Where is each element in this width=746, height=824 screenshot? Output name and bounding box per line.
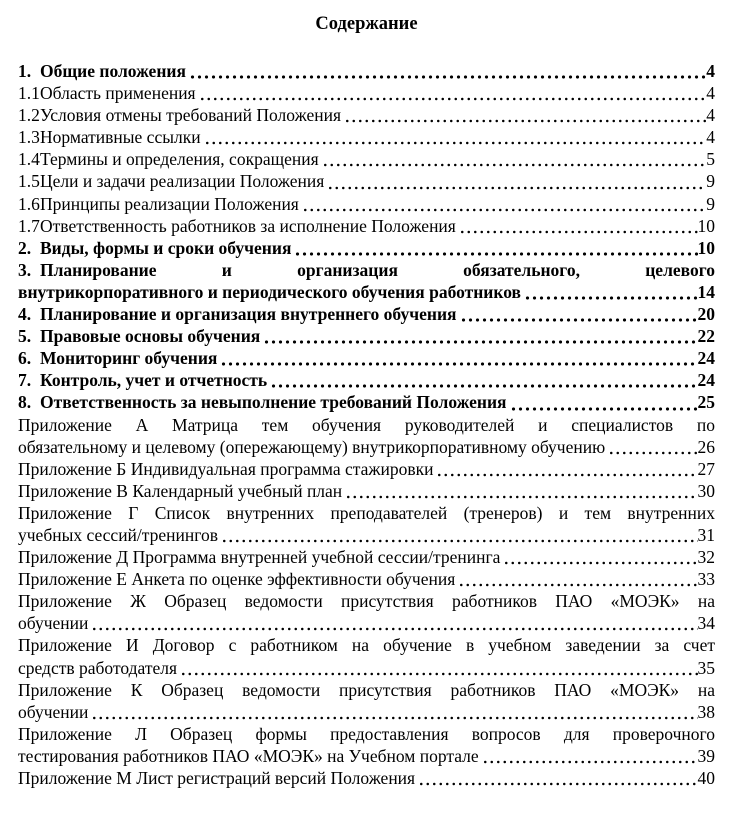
entry-text: Приложение Д Программа внутренней учебной сессии/тренинга bbox=[18, 547, 501, 568]
toc-line bbox=[18, 657, 715, 679]
toc-entry[interactable] bbox=[18, 679, 715, 723]
page-number: 22 bbox=[697, 326, 715, 347]
toc-line bbox=[18, 82, 715, 104]
entry-text: учебных сессий/тренингов bbox=[18, 524, 219, 545]
page-number: 10 bbox=[697, 237, 715, 258]
dot-leader bbox=[189, 60, 706, 82]
dot-leader bbox=[510, 391, 698, 413]
entry-text: Виды, формы и сроки обучения bbox=[40, 237, 292, 258]
entry-text: Ответственность за невыполнение требований Положения bbox=[40, 392, 507, 413]
dot-leader bbox=[436, 458, 697, 480]
toc-entry[interactable] bbox=[18, 259, 715, 303]
page-number: 9 bbox=[706, 193, 715, 214]
entry-text: внутрикорпоративного и периодического обучения работников bbox=[18, 281, 521, 302]
toc-line bbox=[18, 502, 715, 524]
toc-line bbox=[18, 524, 715, 546]
page-number: 4 bbox=[706, 105, 715, 126]
entry-text: Мониторинг обучения bbox=[40, 348, 218, 369]
toc-line bbox=[18, 458, 715, 480]
entry-text: обучении bbox=[18, 701, 89, 722]
toc-line bbox=[18, 104, 715, 126]
toc-line bbox=[18, 193, 715, 215]
page-number: 33 bbox=[697, 569, 715, 590]
toc-line bbox=[18, 745, 715, 767]
page-number: 40 bbox=[697, 768, 715, 788]
page-number: 4 bbox=[706, 83, 715, 104]
dot-leader bbox=[418, 767, 697, 789]
toc-line bbox=[18, 347, 715, 369]
toc-entry[interactable] bbox=[18, 193, 715, 215]
dot-leader bbox=[608, 436, 697, 458]
dot-leader bbox=[199, 82, 707, 104]
entry-number: 1.5 bbox=[18, 171, 40, 192]
dot-leader bbox=[345, 480, 697, 502]
toc-line bbox=[18, 480, 715, 502]
entry-text: Принципы реализации Положения bbox=[40, 193, 299, 214]
page-number: 25 bbox=[697, 392, 715, 413]
page-number: 27 bbox=[697, 458, 715, 479]
page-number: 14 bbox=[697, 281, 715, 302]
entry-number: 1.6 bbox=[18, 193, 40, 214]
page-number: 39 bbox=[697, 745, 715, 766]
toc-entry[interactable] bbox=[18, 723, 715, 767]
dot-leader bbox=[263, 325, 697, 347]
toc-entry[interactable] bbox=[18, 303, 715, 325]
toc-line bbox=[18, 436, 715, 458]
entry-text: Область применения bbox=[40, 83, 196, 104]
page-number: 20 bbox=[697, 304, 715, 325]
entry-text: Приложение Г Список внутренних преподавателей (тренеров) и тем внутренних bbox=[18, 502, 715, 523]
dot-leader bbox=[91, 701, 697, 723]
entry-number: 1. bbox=[18, 61, 32, 81]
toc-entry[interactable] bbox=[18, 767, 715, 789]
entry-text: Приложение В Календарный учебный план bbox=[18, 480, 343, 501]
entry-number: 6. bbox=[18, 348, 32, 369]
entry-text: Планирование и организация обязательного, целевого bbox=[40, 259, 715, 280]
entry-text: Приложение Ж Образец ведомости присутствия работников ПАО «МОЭК» на bbox=[18, 591, 715, 612]
dot-leader bbox=[322, 148, 707, 170]
dot-leader bbox=[180, 657, 697, 679]
page-number: 31 bbox=[697, 524, 715, 545]
toc-entry[interactable] bbox=[18, 369, 715, 391]
toc-line bbox=[18, 148, 715, 170]
dot-leader bbox=[458, 568, 697, 590]
entry-text: Приложение А Матрица тем обучения руководителей и специалистов по bbox=[18, 414, 715, 435]
dot-leader bbox=[91, 612, 697, 634]
entry-text: Приложение Е Анкета по оценке эффективности обучения bbox=[18, 569, 456, 590]
toc-entry[interactable] bbox=[18, 502, 715, 546]
toc-entry[interactable] bbox=[18, 590, 715, 634]
page-number: 24 bbox=[697, 370, 715, 391]
entry-number: 1.1 bbox=[18, 83, 40, 104]
page-number: 5 bbox=[706, 149, 715, 170]
toc-entry[interactable] bbox=[18, 325, 715, 347]
dot-leader bbox=[459, 215, 698, 237]
entry-number: 1.4 bbox=[18, 149, 40, 170]
dot-leader bbox=[270, 369, 697, 391]
page-number: 9 bbox=[706, 171, 715, 192]
page-number: 30 bbox=[697, 480, 715, 501]
entry-number: 1.3 bbox=[18, 127, 40, 148]
page-title: Содержание bbox=[315, 14, 418, 34]
toc-entry[interactable] bbox=[18, 568, 715, 590]
entry-text: тестирования работников ПАО «МОЭК» на Учебном портале bbox=[18, 745, 479, 766]
entry-text: Термины и определения, сокращения bbox=[40, 149, 319, 170]
toc-line bbox=[18, 325, 715, 347]
toc-line bbox=[18, 679, 715, 701]
dot-leader bbox=[503, 546, 697, 568]
entry-text: Приложение М Лист регистраций версий Положения bbox=[18, 768, 416, 788]
entry-text: Приложение Л Образец формы предоставления вопросов для проверочного bbox=[18, 723, 715, 744]
page-number: 10 bbox=[697, 215, 715, 236]
entry-text: Приложение И Договор с работником на обучение в учебном заведении за счет bbox=[18, 635, 715, 656]
entry-number: 1.7 bbox=[18, 215, 40, 236]
toc-line bbox=[18, 568, 715, 590]
toc-entry[interactable] bbox=[18, 170, 715, 192]
toc-line bbox=[18, 126, 715, 148]
toc-entry[interactable] bbox=[18, 347, 715, 369]
toc-line bbox=[18, 546, 715, 568]
toc-line bbox=[18, 414, 715, 436]
toc-line bbox=[18, 391, 715, 413]
toc-entry[interactable] bbox=[18, 458, 715, 480]
entry-number: 3. bbox=[18, 259, 32, 280]
entry-number: 4. bbox=[18, 304, 32, 325]
page-number: 24 bbox=[697, 348, 715, 369]
toc-entry[interactable] bbox=[18, 634, 715, 678]
page-number: 38 bbox=[697, 701, 715, 722]
toc-entry[interactable] bbox=[18, 480, 715, 502]
dot-leader bbox=[221, 524, 697, 546]
entry-text: Приложение Б Индивидуальная программа стажировки bbox=[18, 458, 434, 479]
dot-leader bbox=[204, 126, 707, 148]
toc-line bbox=[18, 215, 715, 237]
toc-line bbox=[18, 634, 715, 656]
dot-leader bbox=[302, 193, 706, 215]
toc-entry[interactable] bbox=[18, 391, 715, 413]
toc-line bbox=[18, 303, 715, 325]
entry-text: Планирование и организация внутреннего обучения bbox=[40, 304, 457, 325]
dot-leader bbox=[344, 104, 706, 126]
entry-text: обязательному и целевому (опережающему) внутрикорпоративному обучению bbox=[18, 436, 606, 457]
entry-text: Цели и задачи реализации Положения bbox=[40, 171, 325, 192]
entry-number: 1.2 bbox=[18, 105, 40, 126]
toc-line bbox=[18, 237, 715, 259]
toc-line bbox=[18, 612, 715, 634]
dot-leader bbox=[524, 281, 698, 303]
entry-text: средств работодателя bbox=[18, 657, 178, 678]
toc-entry[interactable] bbox=[18, 546, 715, 568]
toc-entry[interactable] bbox=[18, 126, 715, 148]
page-number: 35 bbox=[697, 657, 715, 678]
toc-line bbox=[18, 60, 715, 82]
entry-text: Нормативные ссылки bbox=[40, 127, 201, 148]
toc-entry[interactable] bbox=[18, 215, 715, 237]
dot-leader bbox=[220, 347, 697, 369]
entry-number: 2. bbox=[18, 237, 32, 258]
entry-text: Контроль, учет и отчетность bbox=[40, 370, 268, 391]
toc-line bbox=[18, 369, 715, 391]
toc-line bbox=[18, 590, 715, 612]
toc-list bbox=[18, 60, 715, 789]
toc-entry[interactable] bbox=[18, 148, 715, 170]
entry-text: Приложение К Образец ведомости присутствия работников ПАО «МОЭК» на bbox=[18, 679, 715, 700]
toc-line bbox=[18, 701, 715, 723]
entry-number: 7. bbox=[18, 370, 32, 391]
page-number: 26 bbox=[697, 436, 715, 457]
toc-line bbox=[18, 259, 715, 281]
toc-entry[interactable] bbox=[18, 237, 715, 259]
entry-text: Ответственность работников за исполнение Положения bbox=[40, 215, 456, 236]
toc-line bbox=[18, 767, 715, 789]
dot-leader bbox=[460, 303, 698, 325]
toc-entry[interactable] bbox=[18, 414, 715, 458]
entry-text: Условия отмены требований Положения bbox=[40, 105, 342, 126]
toc-entry[interactable] bbox=[18, 104, 715, 126]
page-number: 4 bbox=[706, 127, 715, 148]
toc-line bbox=[18, 281, 715, 303]
toc-line bbox=[18, 170, 715, 192]
dot-leader bbox=[482, 745, 698, 767]
entry-number: 5. bbox=[18, 326, 32, 347]
entry-text: Общие положения bbox=[40, 61, 186, 81]
entry-number: 8. bbox=[18, 392, 32, 413]
entry-text: Правовые основы обучения bbox=[40, 326, 261, 347]
page-number: 4 bbox=[706, 61, 715, 81]
dot-leader bbox=[294, 237, 697, 259]
toc-entry[interactable] bbox=[18, 82, 715, 104]
toc-line bbox=[18, 723, 715, 745]
toc-entry[interactable] bbox=[18, 60, 715, 82]
page-number: 34 bbox=[697, 613, 715, 634]
page-number: 32 bbox=[697, 547, 715, 568]
dot-leader bbox=[327, 170, 706, 192]
entry-text: обучении bbox=[18, 613, 89, 634]
